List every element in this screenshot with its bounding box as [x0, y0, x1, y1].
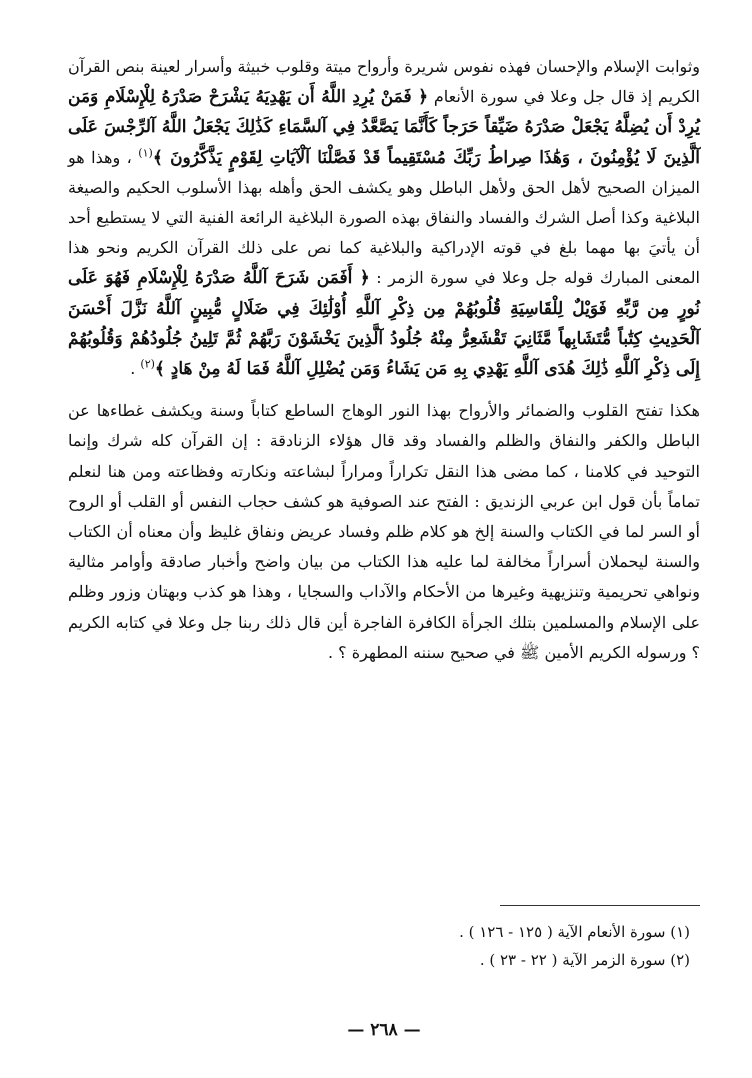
footnote-ref-2: (٢): [140, 357, 155, 371]
paragraph-text: .: [130, 359, 141, 379]
quran-verse-anam: ﴿ فَمَنْ يُرِدِ اللَّهُ أَن يَهْدِيَهُ يَشْرَحْ صَدْرَهُ لِلْإِسْلَامِ وَمَن يُرِدْ أَن يُضِلَّهُ يَجْعَلْ صَدْرَهُ ضَيِّقاً حَرَجاً كَأَنَّمَا يَصَّعَّدُ فِي آلسَّمَاءِ كَذَٰلِكَ يَجْعَلُ اللَّهُ آلرِّجْسَ عَلَى آلَّذِينَ لَا يُؤْمِنُونَ ، وَهَٰذَا صِراطُ رَبِّكَ مُسْتَقِيماً قَدْ فَصَّلْنَا آلْآيَاتِ لِقَوْمٍ يَذَّكَّرُونَ ﴾: [68, 87, 700, 168]
footnote-1: (١) سورة الأنعام الآية ( ١٢٥ - ١٢٦ ) .: [459, 923, 690, 941]
footnotes: [68, 918, 700, 974]
book-page: [68, 52, 700, 1052]
quran-verse-zumar: ﴿ أَفَمَن شَرَحَ آللَّهُ صَدْرَهُ لِلْإِسْلَامِ فَهُوَ عَلَى نُورٍ مِن رَّبِّهِ فَوَيْلٌ لِلْقَاسِيَةِ قُلُوبُهُمْ مِن ذِكْرِ آللَّهِ أُوْلَٰئِكَ فِي ضَلَالٍ مُّبِينٍ آللَّهُ نَزَّلَ أَحْسَنَ آلْحَدِيثِ كِتَٰباً مُّتَشَابِهاً مَّثَانِيَ تَقْشَعِرُّ مِنْهُ جُلُودُ آلَّذِينَ يَخْشَوْنَ رَبَّهُمْ ثُمَّ تَلِينُ جُلُودُهُمْ وَقُلُوبُهُمْ إِلَى ذِكْرِ آللَّهِ ذَٰلِكَ هُدَى آللَّهِ يَهْدِي بِهِ مَن يَشَاءُ وَمَن يُضْلِلِ آللَّهُ فَمَا لَهُ مِنْ هَادٍ ﴾: [68, 268, 700, 380]
paragraph-text: وثوابت الإسلام والإحسان فهذه نفوس شريرة وأرواح ميتة وقلوب خبيثة وأسرار لعينة بنص القرآن الكريم إذ قال جل وعلا في سورة الأنعام: [68, 57, 701, 107]
footnote-divider: [500, 905, 700, 906]
paragraph-text: ، وهذا هو الميزان الصحيح لأهل الحق ولأهل الباطل وهو يكشف الحق وأهله بهذا الأسلوب الحكيم والصيغة البلاغية وكذا أصل الشرك والفساد والنفاق بهذه الصورة البلاغية الرائعة الفنية التي لا يستطيع أحد أن يأتيَ بها مهما بلغ في قوته الإدراكية والبلاغية كما نص على ذلك القرآن الكريم ونحو هذا المعنى المبارك قوله جل وعلا في سورة الزمر :: [68, 147, 701, 288]
footnote-2: (٢) سورة الزمر الآية ( ٢٢ - ٢٣ ) .: [479, 951, 690, 969]
footnote-ref-1: (١): [138, 146, 153, 160]
body-paragraph-1: [68, 52, 700, 384]
body-paragraph-2: هكذا تفتح القلوب والضمائر والأرواح بهذا النور الوهاج الساطع كتاباً وسنة ويكشف غطاءها عن الباطل والكفر والنفاق والظلم والفساد وقد قال هؤلاء الزنادقة : إن القرآن كله شرك وإنما التوحيد في كلامنا ، كما مضى هذا النقل تكراراً ومراراً لبشاعته ونكارته وفظاعته ومن هنا لنعلم تماماً بأن قول ابن عربي الزنديق : الفتح عند الصوفية هو كشف حجاب النفس أو القلب أو الروح أو السر لما في الكتاب والسنة إلخ هو كلام ظلم وفساد عريض ونفاق غليظ وأن معناه أن الكتاب والسنة ليحملان أسراراً مخالفة لما عليه هذا الكتاب من بيان واضح وأخبار صادقة وأوامر مثالية ونواهي تحريمية وتنزيهية وغيرها من الأحكام والآداب والسجايا ، وهذا هو كذب وبهتان وزور وظلم على الإسلام والمسلمين بتلك الجرأة الكافرة الفاجرة أين قال ذلك ربنا جل وعلا في كتابه الكريم ؟ ورسوله الكريم الأمين ﷺ في صحيح سننه المطهرة ؟ .: [68, 401, 701, 662]
page-number: — ٢٦٨ —: [347, 1020, 421, 1040]
